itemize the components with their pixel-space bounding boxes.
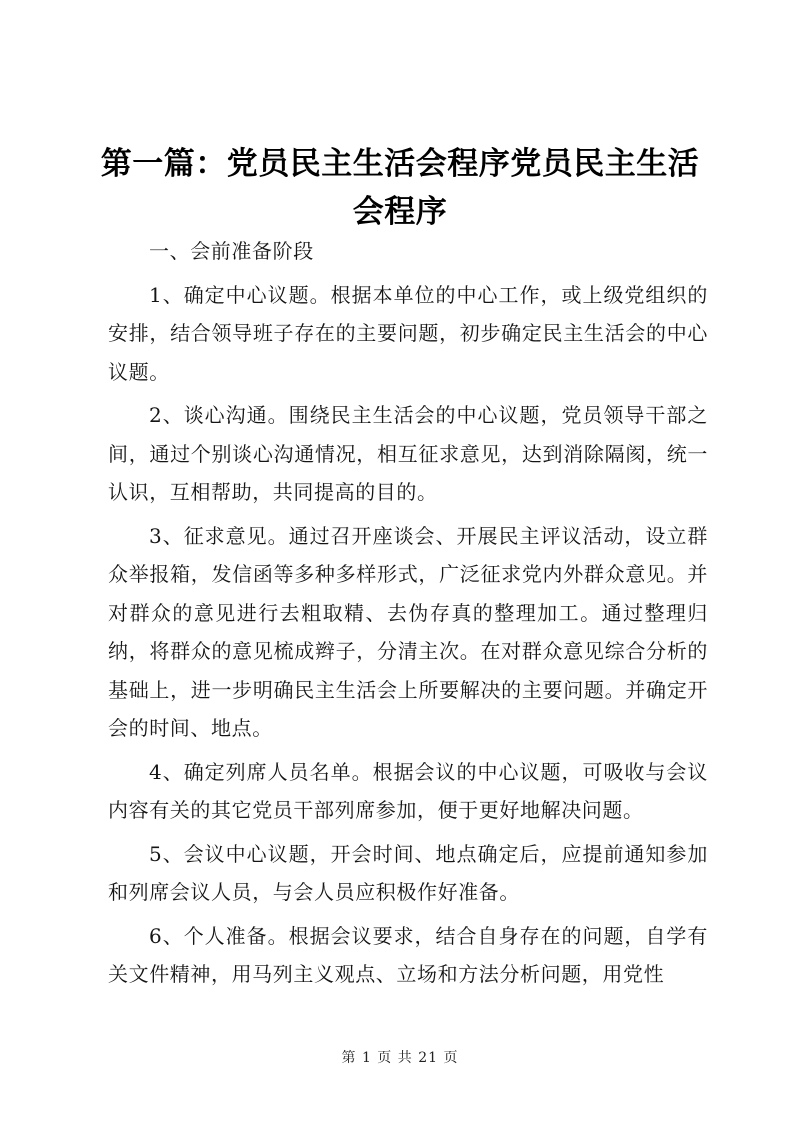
paragraph-item-4: 4、确定列席人员名单。根据会议的中心议题，可吸收与会议内容有关的其它党员干部列席参加，便于更好地解决问题。 [108,759,708,822]
document-body [108,232,708,999]
document-title: 第一篇：党员民主生活会程序党员民主生活会程序 [100,146,700,230]
paragraph-item-6: 6、个人准备。根据会议要求，结合自身存在的问题，自学有关文件精神，用马列主义观点、立场和方法分析问题，用党性 [108,923,708,986]
paragraph-item-2: 2、谈心沟通。围绕民主生活会的中心议题，党员领导干部之间，通过个别谈心沟通情况，相互征求意见，达到消除隔阂，统一认识，互相帮助，共同提高的目的。 [108,403,708,504]
paragraph-item-5: 5、会议中心议题，开会时间、地点确定后，应提前通知参加和列席会议人员，与会人员应积极作好准备。 [108,841,708,904]
section-heading: 一、会前准备阶段 [149,239,314,263]
page-number-footer: 第 1 页 共 21 页 [341,1050,459,1066]
paragraph-item-3: 3、征求意见。通过召开座谈会、开展民主评议活动，设立群众举报箱，发信函等多种多样形式，广泛征求党内外群众意见。并对群众的意见进行去粗取精、去伪存真的整理加工。通过整理归纳，将群众的意见梳成辫子，分清主次。在对群众意见综合分析的基础上，进一步明确民主生活会上所要解决的主要问题。并确定开会的时间、地点。 [108,523,708,740]
paragraph-item-1: 1、确定中心议题。根据本单位的中心工作，或上级党组织的安排，结合领导班子存在的主要问题，初步确定民主生活会的中心议题。 [108,282,708,384]
